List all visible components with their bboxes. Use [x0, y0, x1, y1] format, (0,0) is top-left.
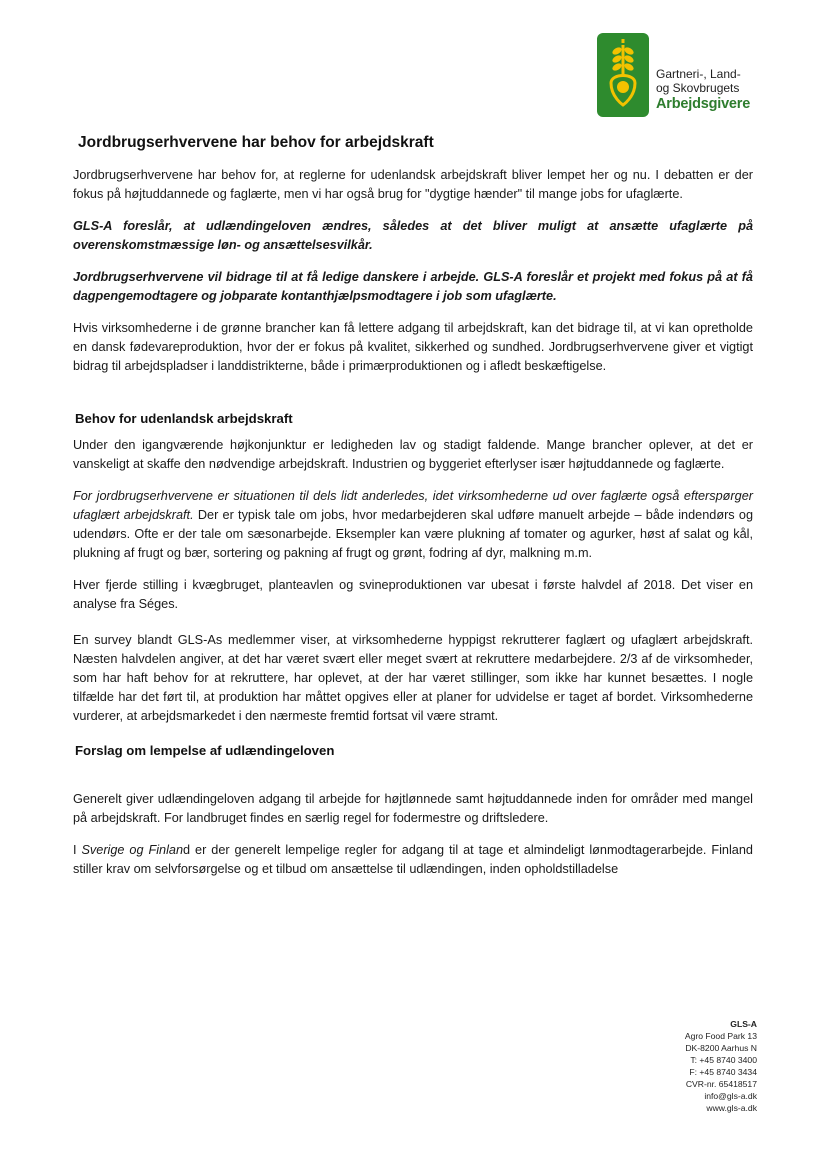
section2-paragraph-2-rest: d er der generelt lempelige regler for adgang til at tage et almindeligt lønmodtagerarbejde. Finland stiller krav om selvforsørgelse og et tilbud om ansættelse til udlændingen, inden opholdstilladelse: [73, 843, 753, 876]
section-heading-demand: Behov for udenlandsk arbejdskraft: [75, 411, 293, 426]
footer-company-name: GLS-A: [730, 1019, 757, 1029]
section1-paragraph-2: [73, 487, 753, 563]
logo-line-2: og Skovbrugets: [656, 81, 740, 95]
footer-cvr: CVR-nr. 65418517: [685, 1079, 757, 1089]
logo-text: [656, 67, 768, 113]
section2-paragraph-2-start: I: [73, 843, 82, 857]
intro-paragraph-4: Hvis virksomhederne i de grønne brancher kan få lettere adgang til arbejdskraft, kan det bidrage til, at vi kan opretholde en dansk fødevareproduktion, hvor der er fokus på kvalitet, sikkerhed og sundhed. Jordbrugserhvervene giver et vigtigt bidrag til arbejdspladser i landdistrikterne, både i primærproduktionen og i afledt beskæftigelse.: [73, 321, 753, 373]
section2-paragraph-2-italic: Sverige og Finlan: [81, 843, 184, 857]
section1-paragraph-2-italic: For jordbrugserhvervene er situationen til dels lidt anderledes, idet virksomhederne ud over faglærte også efterspørger ufaglært arbejdskraft.: [73, 489, 753, 522]
footer-email[interactable]: info@gls-a.dk: [704, 1091, 757, 1101]
section1-paragraph-3: Hver fjerde stilling i kvægbruget, planteavlen og svineproduktionen var ubesat i første halvdel af 2018. Det viser en analyse fra Séges.: [73, 578, 753, 611]
footer-city: DK-8200 Aarhus N: [685, 1043, 757, 1053]
section1-paragraph-4: En survey blandt GLS-As medlemmer viser, at virksomhederne hyppigst rekrutterer faglært og ufaglært arbejdskraft. Næsten halvdelen angiver, at det har været svært eller meget svært at rekruttere medarbejdere. 2/3 af de virksomheder, som har haft behov for at rekruttere, har oplevet, at der har været stillinger, som ikke har kunnet besættes. I nogle tilfælde har det ført til, at produktion har måttet opgives eller at planer for udvidelse er taget af bordet. Virksomhederne vurderer, at arbejdsmarkedet i den nærmeste fremtid fortsat vil være stramt.: [73, 633, 753, 723]
intro-paragraph-1: Jordbrugserhvervene har behov for, at reglerne for udenlandsk arbejdskraft bliver lempet her og nu. I debatten er der fokus på højtuddannede og faglærte, men vi har også brug for "dygtige hænder" til mange jobs for ufaglærte.: [73, 168, 753, 201]
section-heading-proposal: Forslag om lempelse af udlændingeloven: [75, 743, 335, 758]
intro-proposal-2: Jordbrugserhvervene vil bidrage til at få ledige danskere i arbejde. GLS-A foreslår et projekt med fokus på at få dagpengemodtagere og jobparate kontanthjælpsmodtagere i job som ufaglærte.: [73, 270, 753, 303]
footer-street: Agro Food Park 13: [684, 1031, 757, 1041]
footer-fax: F: +45 8740 3434: [689, 1067, 757, 1077]
logo-line-1: Gartneri-, Land-: [656, 67, 741, 81]
section2-paragraph-1: Generelt giver udlændingeloven adgang til arbejde for højtlønnede samt højtuddannede inden for områder med mangel på arbejdskraft. For landbruget findes en særlig regel for fodermestre og driftsledere.: [73, 792, 753, 825]
footer-website[interactable]: www.gls-a.dk: [706, 1103, 757, 1113]
logo-line-3: Arbejdsgivere: [656, 96, 751, 112]
section1-paragraph-2-rest: Der er typisk tale om jobs, hvor medarbejderen skal udføre manuelt arbejde – både indendørs og udendørs. Ofte er der tale om sæsonarbejde. Eksempler kan være plukning af tomater og agurker, høst af salat og kål, plukning af frugt og bær, sortering og pakning af frugt og grønt, fodring af dyr, malkning m.m.: [73, 508, 754, 560]
gls-a-logo: [597, 33, 767, 119]
page-title: Jordbrugserhvervene har behov for arbejdskraft: [78, 134, 434, 151]
footer-address: [685, 1018, 757, 1114]
intro-proposal-1: GLS-A foreslår, at udlændingeloven ændres, således at det bliver muligt at ansætte ufaglærte på overenskomstmæssige løn- og ansættelsesvilkår.: [73, 219, 753, 252]
footer-phone: T: +45 8740 3400: [690, 1055, 757, 1065]
document-body: [73, 130, 753, 892]
section1-paragraph-1: Under den igangværende højkonjunktur er ledigheden lav og stadigt faldende. Mange brancher oplever, at det er vanskeligt at skaffe den nødvendige arbejdskraft. Industrien og byggeriet efterlyser især højtuddannede og faglærte.: [73, 438, 753, 471]
wheat-leaf-icon: [597, 33, 649, 117]
section2-paragraph-2: [73, 841, 753, 879]
